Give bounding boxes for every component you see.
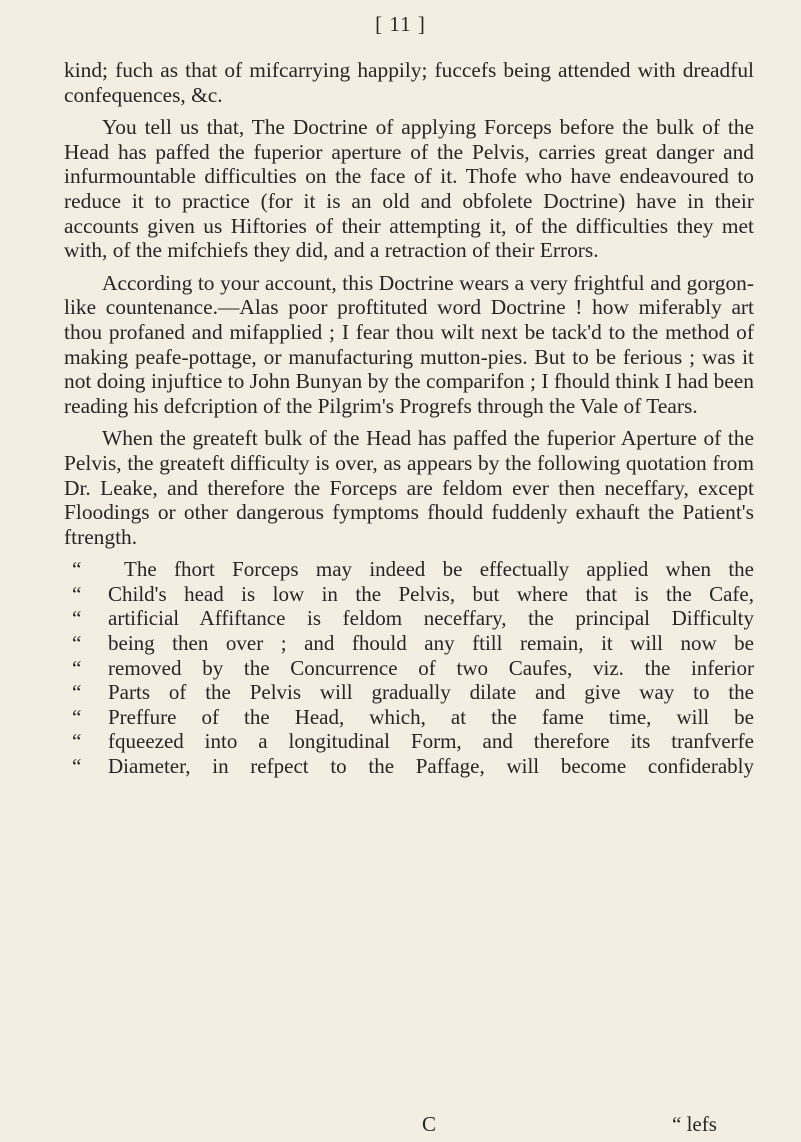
quote-line-text: Diameter, in refpect to the Paffage, will become confiderably <box>108 754 754 779</box>
quote-line <box>64 557 754 582</box>
quote-mark: “ <box>72 606 82 631</box>
quote-line <box>64 680 754 705</box>
quote-line <box>64 656 754 681</box>
quote-line-text: Child's head is low in the Pelvis, but where that is the Cafe, <box>108 581 754 606</box>
page-number-header: [ 11 ] <box>375 12 426 36</box>
quote-line-text: Preffure of the Head, which, at the fame time, will be <box>108 704 754 729</box>
quote-line-text: removed by the Concurrence of two Caufes, viz. the inferior <box>108 655 754 680</box>
quote-mark: “ <box>72 557 82 582</box>
paragraph-greatest-bulk: When the greateft bulk of the Head has paffed the fuperior Aperture of the Pelvis, the greateft difficulty is over, as appears by the following quotation from Dr. Leake, and therefore the Forceps are feldom ever then neceffary, except Floodings or other dangerous fymptoms fhould fuddenly exhauft the Patient's ftrength. <box>64 426 754 549</box>
quote-line-text: fqueezed into a longitudinal Form, and therefore its tranfverfe <box>108 729 754 754</box>
quote-line <box>64 582 754 607</box>
quote-line <box>64 631 754 656</box>
body-text <box>64 58 754 779</box>
quote-line-text: The fhort Forceps may indeed be effectually applied when the <box>124 557 754 582</box>
leake-quotation <box>64 557 754 778</box>
quote-line <box>64 754 754 779</box>
quote-line-text: Parts of the Pelvis will gradually dilate and give way to the <box>108 680 754 705</box>
quote-line-text: artificial Affiftance is feldom neceffary, the principal Difficulty <box>108 606 754 631</box>
quote-mark: “ <box>72 729 82 754</box>
quote-mark: “ <box>72 631 82 656</box>
catchword: “ lefs <box>672 1112 717 1136</box>
quote-mark: “ <box>72 655 82 680</box>
quote-mark: “ <box>72 704 82 729</box>
page-footer <box>0 1112 801 1138</box>
quote-mark: “ <box>72 581 82 606</box>
paragraph-continuation: kind; fuch as that of mifcarrying happily; fuccefs being attended with dreadful confequences, &c. <box>64 58 754 107</box>
quote-line <box>64 606 754 631</box>
quote-line-text: being then over ; and fhould any ftill remain, it will now be <box>108 631 754 656</box>
signature-mark: C <box>422 1112 437 1136</box>
quote-line <box>64 705 754 730</box>
paragraph-doctrine-quote: You tell us that, The Doctrine of applying Forceps before the bulk of the Head has paffed the fuperior aperture of the Pelvis, carries great danger and infurmountable difficulties on the face of it. Thofe who have endeavoured to reduce it to practice (for it is an old and obfolete Doctrine) have in their accounts given us Hiftories of their attempting it, of the difficulties they met with, of the mifchiefs they did, and a retraction of their Errors. <box>64 115 754 263</box>
quote-mark: “ <box>72 680 82 705</box>
quote-line <box>64 729 754 754</box>
paragraph-gorgon: According to your account, this Doctrine wears a very frightful and gorgon-like countenance.—Alas poor proftituted word Doctrine ! how miferably art thou profaned and mifapplied ; I fear thou wilt next be tack'd to the method of making peafe-pottage, or manufacturing mutton-pies. But to be ferious ; was it not doing injuftice to John Bunyan by the comparifon ; I fhould think I had been reading his defcription of the Pilgrim's Progrefs through the Vale of Tears. <box>64 270 754 418</box>
quote-mark: “ <box>72 754 82 779</box>
